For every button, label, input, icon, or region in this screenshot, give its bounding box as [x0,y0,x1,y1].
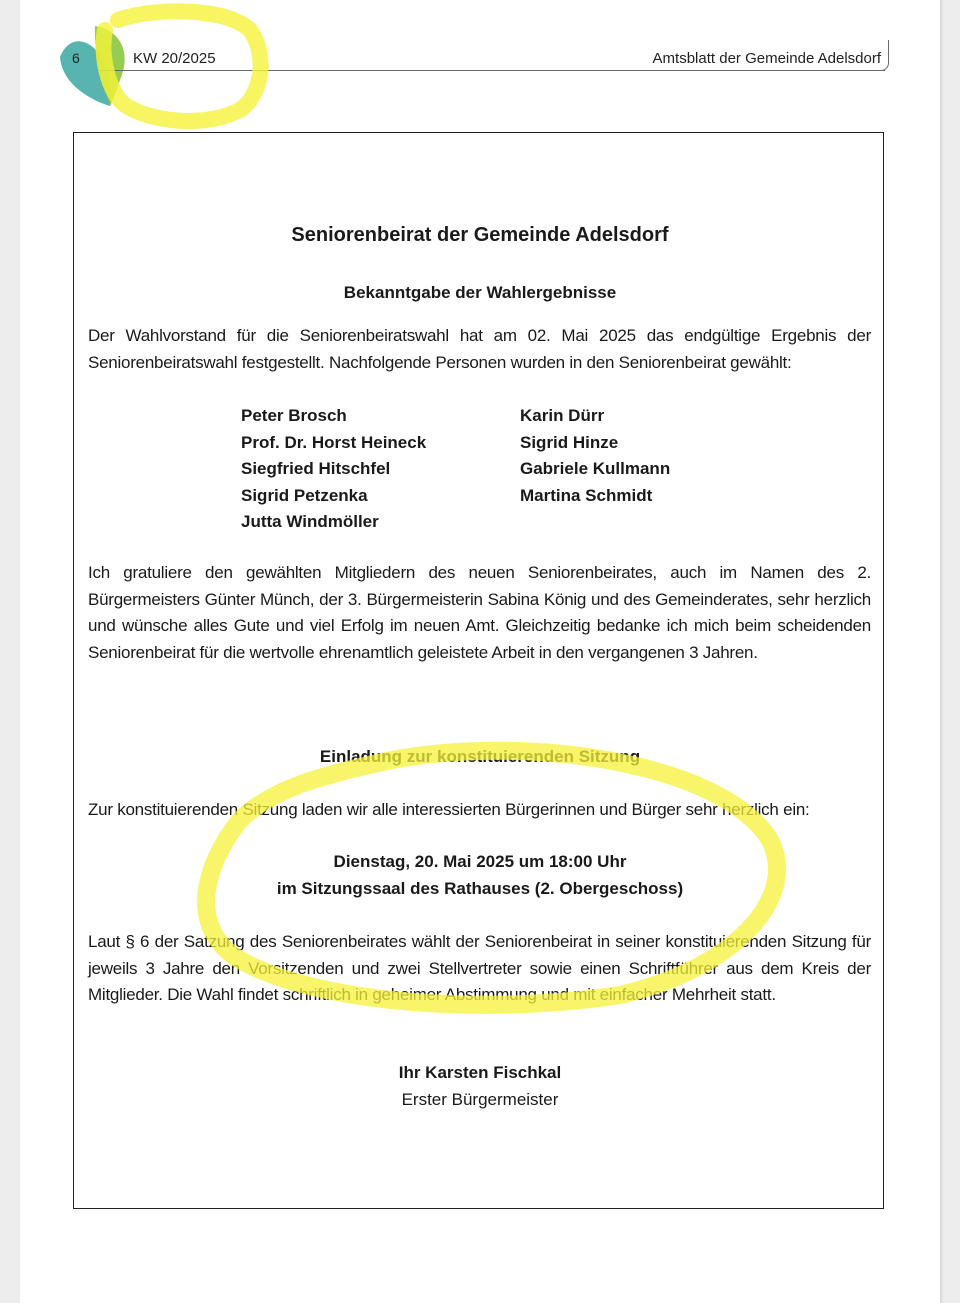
invitation-heading: Einladung zur konstituierenden Sitzung [319,747,641,766]
signature-name: Ihr Karsten Fischkal [398,1063,562,1082]
elected-name: Peter Brosch [241,406,347,425]
elected-names-left [241,403,426,536]
congratulation-paragraph: Ich gratuliere den gewählten Mitgliedern des neuen Seniorenbeirates, auch im Namen des 2. Bürgermeisters Günter Münch, der 3. Bürgermeisterin Sabina König und des Gemeinderates, sehr herzlich und wünsche alles Gute und viel Erfolg im neuen Amt. Gleichzeitig bedanke ich mich beim scheidenden Seniorenbeirat für die wertvolle ehrenamtlich geleistete Arbeit in den vergangenen 3 Jahren. [88,563,871,662]
statute-paragraph: Laut § 6 der Satzung des Seniorenbeirates wählt der Seniorenbeirat in seiner konstituierenden Sitzung für jeweils 3 Jahre den Vorsitzenden und zwei Stellvertreter sowie einen Schriftführer aus dem Kreis der Mitglieder. Die Wahl findet schriftlich in geheimer Abstimmung und mit einfacher Mehrheit statt. [88,932,871,1004]
municipality-leaf-icon [50,22,140,112]
issue-label: KW 20/2025 [133,50,216,67]
invitation-paragraph: Zur konstituierenden Sitzung laden wir alle interessierten Bürgerinnen und Bürger sehr herzlich ein: [88,800,810,819]
meeting-location: im Sitzungssaal des Rathauses (2. Obergeschoss) [276,879,684,898]
signature-role: Erster Bürgermeister [401,1090,559,1109]
elected-name: Martina Schmidt [520,485,653,505]
results-heading: Bekanntgabe der Wahlergebnisse [343,283,617,302]
elected-name: Sigrid Hinze [520,432,619,452]
page-number: 6 [72,50,80,66]
meeting-date: Dienstag, 20. Mai 2025 um 18:00 Uhr [333,852,627,871]
header-rule [100,70,885,71]
header-rule-end [878,40,889,71]
elected-name: Karin Dürr [520,406,605,425]
publication-title: Amtsblatt der Gemeinde Adelsdorf [652,50,881,67]
elected-name: Prof. Dr. Horst Heineck [241,432,427,452]
document-title: Seniorenbeirat der Gemeinde Adelsdorf [291,224,669,246]
intro-paragraph: Der Wahlvorstand für die Seniorenbeiratswahl hat am 02. Mai 2025 das endgültige Ergebnis der Seniorenbeiratswahl festgestellt. Nachfolgende Personen wurden in den Seniorenbeirat gewählt: [88,326,871,372]
elected-name: Jutta Windmöller [241,512,379,531]
elected-name: Sigrid Petzenka [241,485,368,505]
elected-name: Gabriele Kullmann [520,459,671,478]
elected-name: Siegfried Hitschfel [241,459,391,478]
elected-names-right [520,403,670,509]
